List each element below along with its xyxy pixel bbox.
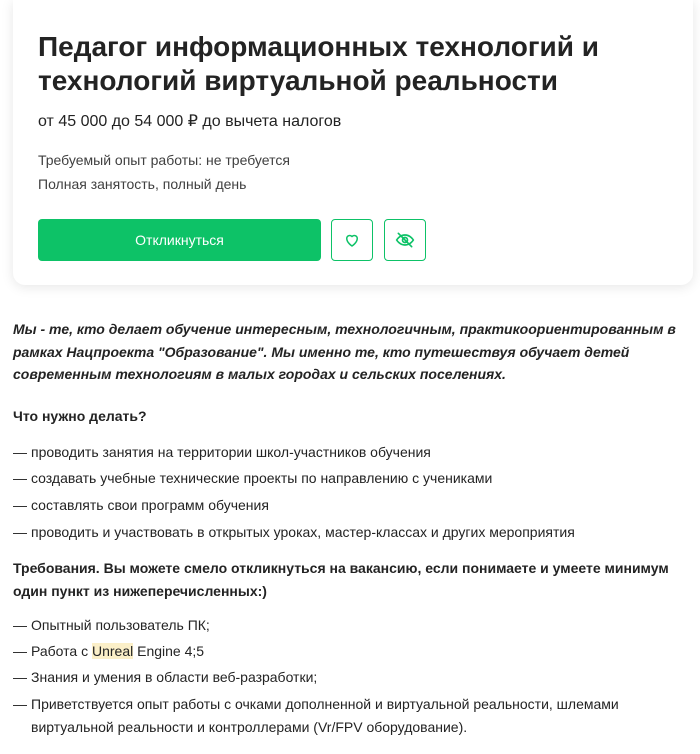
dash: — bbox=[13, 669, 27, 685]
list-item-text: Знания и умения в области веб-разработки; bbox=[31, 669, 318, 685]
list-item-continuation: виртуальной реальности и контроллерами (Vr/FPV оборудование). bbox=[31, 719, 468, 735]
dash: — bbox=[13, 524, 27, 540]
respond-button[interactable]: Откликнуться bbox=[38, 219, 321, 261]
list-item bbox=[13, 614, 698, 637]
experience: Требуемый опыт работы: не требуется bbox=[38, 152, 290, 168]
list-item-text: Работа с bbox=[31, 643, 92, 659]
hide-vacancy-button[interactable] bbox=[384, 219, 426, 261]
dash: — bbox=[13, 617, 27, 633]
eye-off-icon bbox=[395, 230, 415, 250]
salary: от 45 000 до 54 000 ₽ до вычета налогов bbox=[38, 113, 342, 130]
dash: — bbox=[13, 643, 27, 659]
list-item-text: проводить занятия на территории школ-участников обучения bbox=[31, 444, 431, 460]
list-item-text: Приветствуется опыт работы с очками дополненной и виртуальной реальности, шлемами bbox=[31, 696, 619, 712]
search-highlight: Unreal bbox=[91, 643, 134, 659]
description-intro: Мы - те, кто делает обучение интересным, технологичным, практикоориентированным в рамках Нацпроекта "Образование". Мы именно те, кто путешествуя обучает детей современным технологиям в малых городах и сельских поселениях. bbox=[13, 321, 676, 382]
list-item bbox=[13, 521, 698, 544]
tasks-heading: Что нужно делать? bbox=[13, 408, 147, 424]
list-item bbox=[13, 693, 698, 716]
heart-icon bbox=[343, 231, 361, 249]
employment-type: Полная занятость, полный день bbox=[38, 176, 247, 192]
list-item bbox=[13, 494, 698, 517]
vacancy-title: Педагог информационных технологий и технологий виртуальной реальности bbox=[38, 31, 599, 96]
dash: — bbox=[13, 470, 27, 486]
list-item bbox=[13, 640, 698, 663]
list-item-text: Engine 4;5 bbox=[133, 643, 205, 659]
dash: — bbox=[13, 444, 27, 460]
dash: — bbox=[13, 497, 27, 513]
list-item-text: составлять свои программ обучения bbox=[31, 497, 269, 513]
requirements-heading: Требования. Вы можете смело откликнуться на вакансию, если понимаете и умеете минимум один пункт из нижеперечисленных:) bbox=[13, 560, 669, 599]
list-item bbox=[13, 467, 698, 490]
list-item-text: создавать учебные технические проекты по направлению с учениками bbox=[31, 470, 493, 486]
favorite-button[interactable] bbox=[331, 219, 373, 261]
list-item-text: проводить и участвовать в открытых уроках, мастер-классах и других мероприятия bbox=[31, 524, 575, 540]
dash: — bbox=[13, 696, 27, 712]
list-item-text: Опытный пользователь ПК; bbox=[31, 617, 210, 633]
list-item bbox=[13, 666, 698, 689]
list-item bbox=[13, 441, 698, 464]
